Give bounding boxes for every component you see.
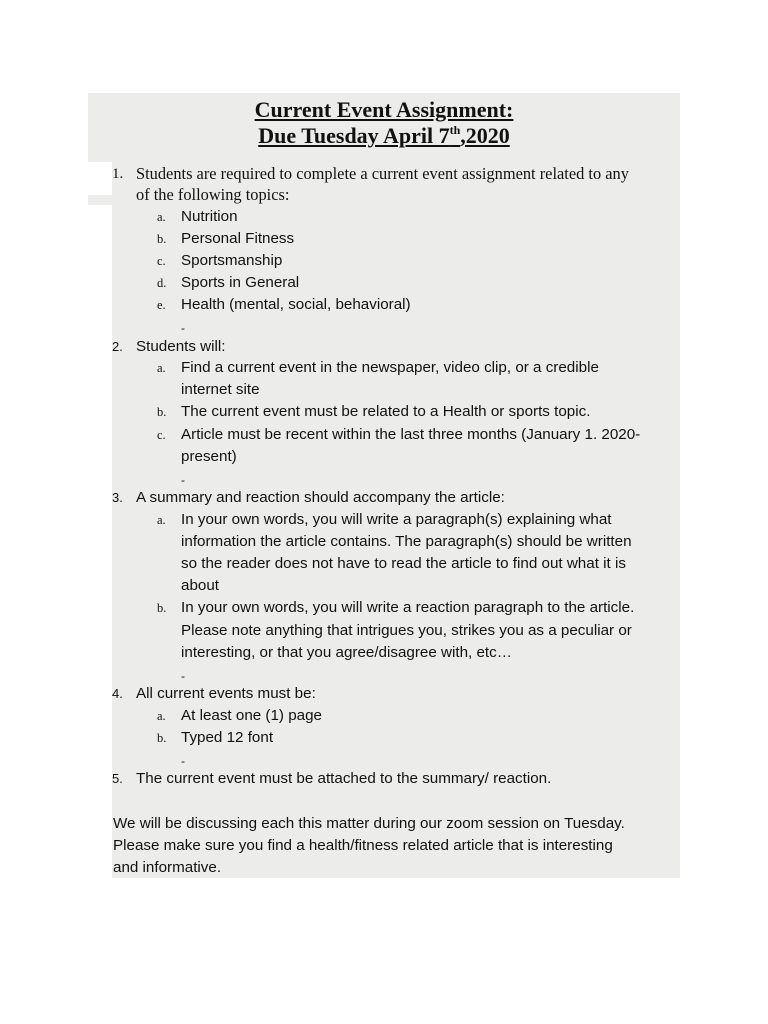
subitem-letter: b. — [157, 232, 167, 246]
document-title-line2: Due Tuesday April 7th,2020 — [258, 122, 510, 148]
subitem-text: In your own words, you will write a reaction paragraph to the article. — [181, 599, 635, 616]
subitem-text: about — [181, 577, 220, 594]
item-text: Students will: — [136, 338, 226, 355]
subitem-letter: a. — [157, 361, 166, 375]
subitem-text: At least one (1) page — [181, 707, 322, 724]
subitem-letter: e. — [157, 298, 166, 312]
item-text: All current events must be: — [136, 685, 316, 702]
closing-text: and informative. — [113, 859, 222, 876]
subitem-text: interesting, or that you agree/disagree with, etc… — [181, 644, 512, 661]
subitem-letter: b. — [157, 731, 167, 745]
subitem-text: Personal Fitness — [181, 230, 295, 247]
subitem-text: Health (mental, social, behavioral) — [181, 296, 411, 313]
subitem-text: Article must be recent within the last three months (January 1. 2020- — [181, 426, 641, 443]
subitem-letter: c. — [157, 254, 166, 268]
subitem-text: Typed 12 font — [181, 729, 274, 746]
subitem-text: information the article contains. The paragraph(s) should be written — [181, 533, 632, 550]
item-number: 1. — [112, 166, 124, 182]
separator-mark: - — [181, 321, 185, 335]
document-title-line1: Current Event Assignment: — [254, 97, 514, 122]
subitem-text: internet site — [181, 381, 260, 398]
subitem-text: The current event must be related to a Health or sports topic. — [181, 403, 591, 420]
separator-mark: - — [181, 754, 185, 768]
subitem-text: present) — [181, 448, 237, 465]
subitem-letter: a. — [157, 210, 166, 224]
separator-mark: - — [181, 473, 185, 487]
subitem-text: Find a current event in the newspaper, video clip, or a credible — [181, 359, 599, 376]
item-text: Students are required to complete a current event assignment related to any — [136, 164, 629, 183]
subitem-text: Sportsmanship — [181, 252, 283, 269]
item-number: 4. — [112, 686, 123, 701]
item-number: 3. — [112, 490, 123, 505]
subitem-text: Nutrition — [181, 208, 238, 225]
subitem-text: Sports in General — [181, 274, 300, 291]
subitem-text: so the reader does not have to read the article to find out what it is — [181, 555, 626, 572]
subitem-text: Please note anything that intrigues you, strikes you as a peculiar or — [181, 622, 632, 639]
subitem-letter: c. — [157, 428, 166, 442]
closing-text: Please make sure you find a health/fitness related article that is interesting — [113, 837, 613, 854]
separator-mark: - — [181, 669, 185, 683]
item-number: 2. — [112, 339, 123, 354]
subitem-letter: a. — [157, 513, 166, 527]
subitem-text: In your own words, you will write a paragraph(s) explaining what — [181, 511, 612, 528]
subitem-letter: b. — [157, 405, 167, 419]
item-text: A summary and reaction should accompany the article: — [136, 489, 505, 506]
subitem-letter: d. — [157, 276, 167, 290]
closing-text: We will be discussing each this matter during our zoom session on Tuesday. — [113, 815, 625, 832]
item-text: The current event must be attached to the summary/ reaction. — [136, 770, 552, 787]
subitem-letter: b. — [157, 601, 167, 615]
item-number: 5. — [112, 771, 123, 786]
item-text: of the following topics: — [136, 185, 290, 204]
subitem-letter: a. — [157, 709, 166, 723]
